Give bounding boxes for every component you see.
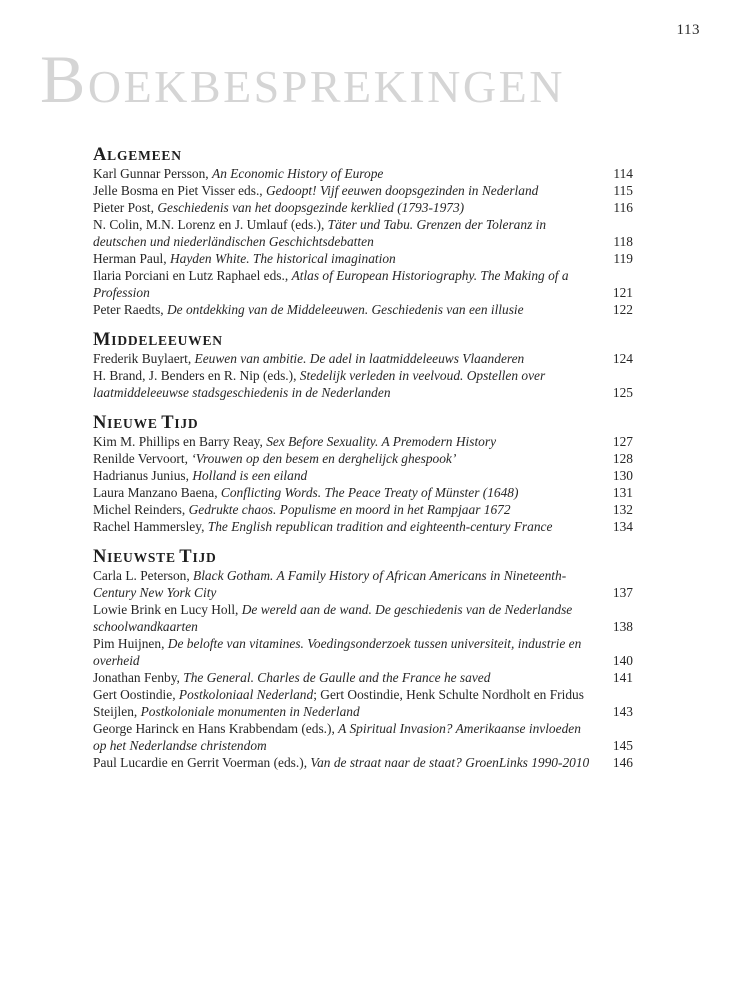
- entry-title: The General. Charles de Gaulle and the France he saved: [183, 670, 491, 685]
- entry-page-number: 132: [612, 502, 633, 517]
- entry-title: Hayden White. The historical imagination: [169, 251, 396, 266]
- entry-title: Täter und Tabu. Grenzen der Toleranz in deutschen und niederländischen Geschichtsdebatten: [93, 217, 547, 249]
- entry-text: [93, 250, 595, 267]
- entry-text: [93, 301, 595, 318]
- entry-text: [93, 601, 595, 635]
- entry-title: Postkoloniaal Nederland: [178, 687, 314, 702]
- entry-text: [93, 567, 595, 601]
- toc-section: [93, 145, 633, 318]
- toc-entry: [93, 484, 633, 501]
- toc-entry: [93, 199, 633, 216]
- toc-entry: [93, 216, 633, 250]
- entry-text: [93, 216, 595, 250]
- toc: [93, 145, 633, 771]
- entry-authors: Rachel Hammersley,: [93, 519, 208, 534]
- toc-entry: [93, 267, 633, 301]
- entry-text: [93, 686, 595, 720]
- toc-entry: [93, 754, 633, 771]
- section-heading: [93, 145, 633, 165]
- toc-entry: [93, 720, 633, 754]
- entry-page-number: 119: [613, 251, 633, 266]
- entry-text: [93, 467, 595, 484]
- entry-authors: Carla L. Peterson,: [93, 568, 194, 583]
- entry-authors: Paul Lucardie en Gerrit Voerman (eds.),: [93, 755, 311, 770]
- section-heading: [93, 330, 633, 350]
- entry-page-number: 137: [612, 585, 633, 600]
- entry-page-number: 125: [612, 385, 633, 400]
- entry-authors: Michel Reinders,: [93, 502, 189, 517]
- toc-entry: [93, 501, 633, 518]
- entry-text: [93, 433, 595, 450]
- entry-text: [93, 367, 595, 401]
- entry-text: [93, 165, 595, 182]
- entry-page-number: 138: [612, 619, 633, 634]
- entry-page-number: 114: [613, 166, 633, 181]
- entry-title: Eeuwen van ambitie. De adel in laatmiddeleeuws Vlaanderen: [194, 351, 525, 366]
- entry-page-number: 128: [612, 451, 633, 466]
- entry-text: [93, 635, 595, 669]
- entry-title: De wereld aan de wand. De geschiedenis van de Nederlandse schoolwandkaarten: [93, 602, 573, 634]
- entry-title: Geschiedenis van het doopsgezinde kerklied (1793-1973): [157, 200, 465, 215]
- toc-section: [93, 330, 633, 401]
- toc-entry: [93, 433, 633, 450]
- page-number: 113: [676, 22, 700, 38]
- entry-authors: Laura Manzano Baena,: [93, 485, 221, 500]
- entry-authors: Karl Gunnar Persson,: [93, 166, 213, 181]
- entry-authors: H. Brand, J. Benders en R. Nip (eds.),: [93, 368, 300, 383]
- entry-page-number: 115: [613, 183, 633, 198]
- toc-section: [93, 547, 633, 771]
- entry-text: [93, 501, 595, 518]
- entry-title: A Spiritual Invasion? Amerikaanse invloeden op het Nederlandse christendom: [93, 721, 581, 753]
- entry-authors: Peter Raedts,: [93, 302, 168, 317]
- toc-entry: [93, 250, 633, 267]
- entry-page-number: 122: [612, 302, 633, 317]
- entry-title: Sex Before Sexuality. A Premodern History: [266, 434, 497, 449]
- entry-page-number: 124: [612, 351, 633, 366]
- entry-page-number: 131: [612, 485, 633, 500]
- entry-authors: Herman Paul,: [93, 251, 170, 266]
- entry-authors: Jonathan Fenby,: [93, 670, 184, 685]
- toc-entry: [93, 601, 633, 635]
- toc-entry: [93, 367, 633, 401]
- entry-authors: ; Gert Oostindie, Henk Schulte Nordholt en Fridus Steijlen,: [93, 687, 584, 719]
- toc-entry: [93, 518, 633, 535]
- entry-text: [93, 518, 595, 535]
- entry-title: Postkoloniale monumenten in Nederland: [140, 704, 360, 719]
- entry-authors: Lowie Brink en Lucy Holl,: [93, 602, 242, 617]
- toc-entry: [93, 635, 633, 669]
- entry-title: ‘Vrouwen op den besem en derghelijck ghespook’: [191, 451, 457, 466]
- entry-text: [93, 669, 595, 686]
- entry-text: [93, 450, 595, 467]
- entry-page-number: 140: [612, 653, 633, 668]
- entry-authors: George Harinck en Hans Krabbendam (eds.),: [93, 721, 339, 736]
- toc-entry: [93, 165, 633, 182]
- section-heading-word: NIEUWE: [93, 413, 158, 433]
- entry-page-number: 146: [612, 755, 633, 770]
- entry-authors: Jelle Bosma en Piet Visser eds.,: [93, 183, 267, 198]
- toc-entry: [93, 182, 633, 199]
- entry-authors: Renilde Vervoort,: [93, 451, 192, 466]
- toc-entry: [93, 301, 633, 318]
- entry-title: Atlas of European Historiography. The Making of a Profession: [93, 268, 569, 300]
- entry-authors: Gert Oostindie,: [93, 687, 179, 702]
- entry-text: [93, 484, 595, 501]
- entry-authors: Kim M. Phillips en Barry Reay,: [93, 434, 267, 449]
- toc-entry: [93, 467, 633, 484]
- entry-page-number: 134: [612, 519, 633, 534]
- entry-authors: Pim Huijnen,: [93, 636, 168, 651]
- entry-page-number: 127: [612, 434, 633, 449]
- toc-entry: [93, 567, 633, 601]
- entry-page-number: 145: [612, 738, 633, 753]
- section-heading-word: TIJD: [179, 547, 217, 567]
- entry-authors: N. Colin, M.N. Lorenz en J. Umlauf (eds.),: [93, 217, 328, 232]
- entry-page-number: 143: [612, 704, 633, 719]
- section-heading-word: NIEUWSTE: [93, 547, 176, 567]
- section-heading: [93, 413, 633, 433]
- entry-page-number: 118: [613, 234, 633, 249]
- entry-text: [93, 267, 595, 301]
- page-title-text: BOEKBESPREKINGEN: [40, 41, 565, 117]
- entry-authors: Pieter Post,: [93, 200, 158, 215]
- toc-entry: [93, 686, 633, 720]
- section-heading: [93, 547, 633, 567]
- entry-page-number: 141: [612, 670, 633, 685]
- toc-entry: [93, 669, 633, 686]
- entry-title: Gedoopt! Vijf eeuwen doopsgezinden in Nederland: [266, 183, 539, 198]
- entry-authors: Hadrianus Junius,: [93, 468, 193, 483]
- entry-page-number: 130: [612, 468, 633, 483]
- entry-title: The English republican tradition and eighteenth-century France: [207, 519, 553, 534]
- entry-authors: Ilaria Porciani en Lutz Raphael eds.,: [93, 268, 292, 283]
- entry-text: [93, 182, 595, 199]
- entry-text: [93, 720, 595, 754]
- entry-text: [93, 350, 595, 367]
- entry-title: De belofte van vitamines. Voedingsonderzoek tussen universiteit, industrie en overheid: [93, 636, 582, 668]
- section-heading-word: ALGEMEEN: [93, 145, 182, 165]
- section-heading-word: MIDDELEEUWEN: [93, 330, 223, 350]
- entry-title: Conflicting Words. The Peace Treaty of Münster (1648): [220, 485, 519, 500]
- entry-text: [93, 199, 595, 216]
- entry-title: Holland is een eiland: [192, 468, 308, 483]
- entry-title: Black Gotham. A Family History of African Americans in Nineteenth-Century New York City: [93, 568, 567, 600]
- toc-entry: [93, 450, 633, 467]
- section-heading-word: TIJD: [161, 413, 199, 433]
- entry-page-number: 116: [613, 200, 633, 215]
- entry-title: De ontdekking van de Middeleeuwen. Geschiedenis van een illusie: [167, 302, 524, 317]
- entry-text: [93, 754, 595, 771]
- entry-title: Van de straat naar de staat? GroenLinks 1990-2010: [310, 755, 590, 770]
- page-title: [40, 41, 565, 121]
- toc-entry: [93, 350, 633, 367]
- entry-title: Gedrukte chaos. Populisme en moord in het Rampjaar 1672: [188, 502, 511, 517]
- toc-section: [93, 413, 633, 535]
- entry-page-number: 121: [612, 285, 633, 300]
- entry-title: Stedelijk verleden in veelvoud. Opstellen over laatmiddeleeuwse stadsgeschiedenis in de Nederlanden: [93, 368, 546, 400]
- entry-authors: Frederik Buylaert,: [93, 351, 195, 366]
- entry-title: An Economic History of Europe: [212, 166, 384, 181]
